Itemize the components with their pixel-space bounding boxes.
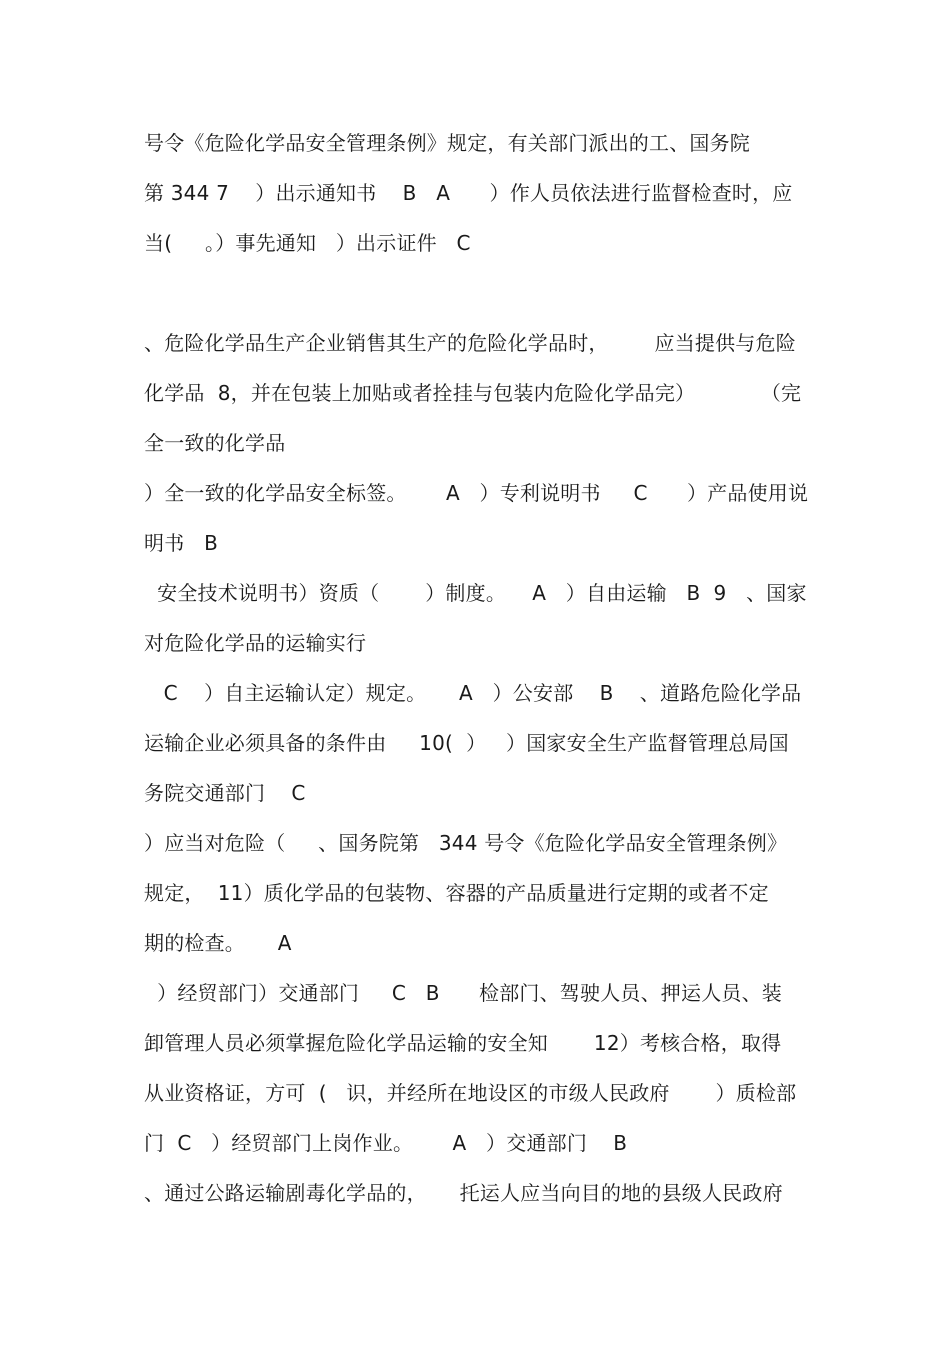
text-line: ）经贸部门）交通部门 C B 检部门、驾驶人员、押运人员、装 [144,981,783,1005]
text-line: 期的检查。 A [144,931,292,955]
text-line: 、通过公路运输剧毒化学品的， 托运人应当向目的地的县级人民政府 [144,1181,783,1205]
text-line: 卸管理人员必须掌握危险化学品运输的安全知 12）考核合格，取得 [144,1031,782,1055]
text-line: 务院交通部门 C [144,781,306,805]
text-line: 门 C ）经贸部门上岗作业。 A ）交通部门 B [144,1131,628,1155]
text-line: ）全一致的化学品安全标签。 A ）专利说明书 C ）产品使用说 [144,481,809,505]
text-line: 运输企业必须具备的条件由 10( ） ）国家安全生产监督管理总局国 [144,731,789,755]
text-line: 号令《危险化学品安全管理条例》规定，有关部门派出的工、国务院 [144,131,750,155]
text-line: 当( 。）事先通知 ）出示证件 C [144,231,471,255]
text-line: ）应当对危险（ 、国务院第 344 号令《危险化学品安全管理条例》 [144,831,788,855]
text-line: 对危险化学品的运输实行 [144,631,367,655]
text-line: 、危险化学品生产企业销售其生产的危险化学品时， 应当提供与危险 [144,331,796,355]
text-line: 化学品 8，并在包装上加贴或者拴挂与包装内危险化学品完） （完 [144,381,802,405]
text-line: C ）自主运输认定）规定。 A ）公安部 B 、道路危险化学品 [144,681,802,705]
text-line: 从业资格证，方可 ( 识，并经所在地设区的市级人民政府 ）质检部 [144,1081,797,1105]
text-line: 第 344 7 ）出示通知书 B A ）作人员依法进行监督检查时，应 [144,181,793,205]
text-line: 全一致的化学品 [144,431,286,455]
text-line: 明书 B [144,531,218,555]
text-line: 规定， 11）质化学品的包装物、容器的产品质量进行定期的或者不定 [144,881,769,905]
text-line: 安全技术说明书）资质（ ）制度。 A ）自由运输 B 9 、国家 [144,581,807,605]
